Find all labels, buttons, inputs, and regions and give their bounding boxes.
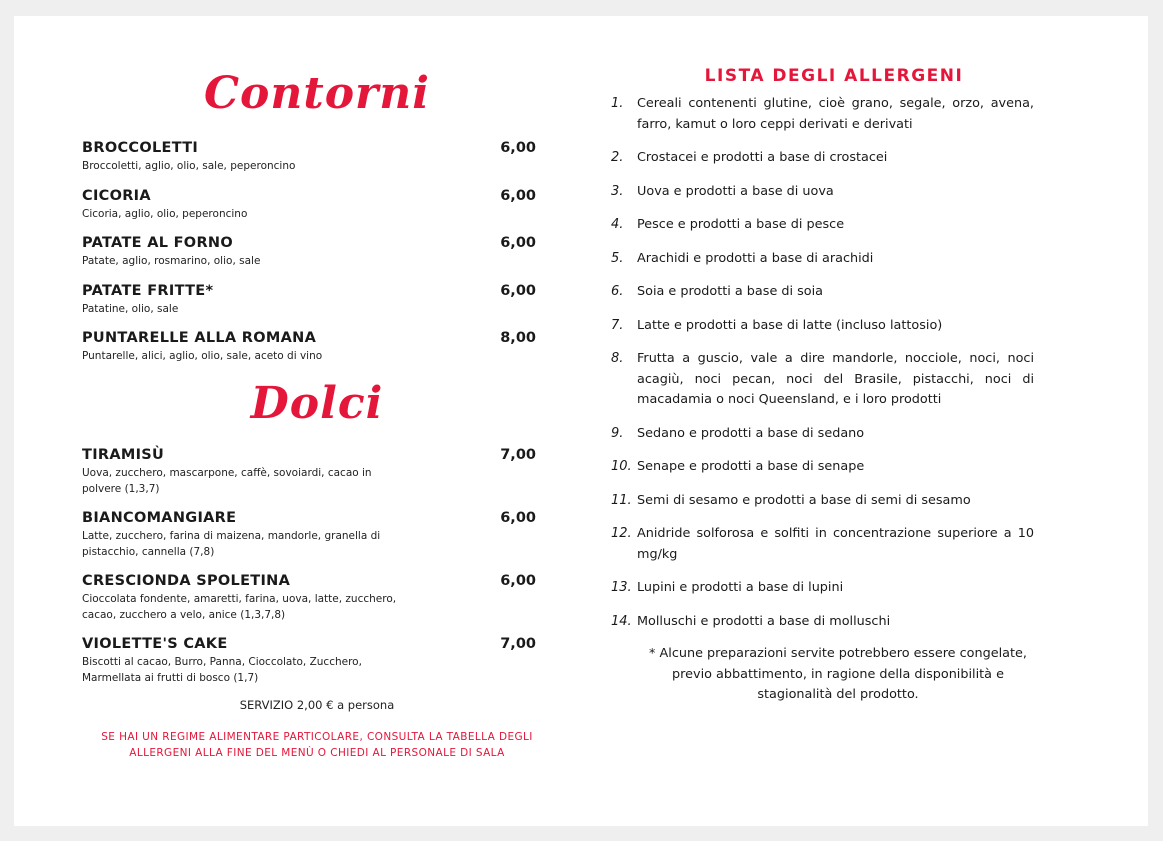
item-description: Cioccolata fondente, amaretti, farina, uova, latte, zucchero, cacao, zucchero a velo, anice (1,3,7,8)	[82, 593, 397, 621]
allergen-number: 6.	[611, 284, 624, 299]
menu-item	[82, 329, 536, 377]
allergen-item	[604, 94, 1034, 135]
section-title-contorni: Contorni	[204, 68, 430, 119]
item-price: 6,00	[500, 140, 536, 156]
menu-item	[82, 187, 536, 235]
item-description: Latte, zucchero, farina di maizena, mandorle, granella di pistacchio, cannella (7,8)	[82, 530, 381, 558]
item-description: Puntarelle, alici, aglio, olio, sale, aceto di vino	[82, 350, 323, 362]
allergen-number: 3.	[611, 183, 624, 199]
allergen-number: 8.	[611, 351, 624, 366]
allergen-text: Sedano e prodotti a base di sedano	[637, 425, 865, 441]
allergen-text: Semi di sesamo e prodotti a base di semi di sesamo	[637, 492, 971, 508]
item-name: BIANCOMANGIARE	[82, 510, 237, 526]
allergen-notice: SE HAI UN REGIME ALIMENTARE PARTICOLARE, CONSULTA LA TABELLA DEGLI ALLERGENI ALLA FINE DEL MENÙ O CHIEDI AL PERSONALE DI SALA	[101, 731, 533, 759]
allergen-text: Crostacei e prodotti a base di crostacei	[637, 150, 888, 165]
allergen-text: Latte e prodotti a base di latte (incluso lattosio)	[637, 317, 943, 333]
allergen-number: 11.	[611, 492, 632, 508]
allergen-number: 13.	[611, 580, 632, 595]
allergen-number: 4.	[611, 217, 624, 232]
allergen-item	[604, 282, 1034, 303]
item-description: Broccoletti, aglio, olio, sale, peperoncino	[82, 160, 296, 172]
item-price: 6,00	[500, 187, 536, 204]
item-price: 6,00	[500, 510, 536, 526]
allergen-number: 1.	[611, 96, 624, 111]
menu-item	[82, 139, 536, 187]
item-price: 6,00	[500, 282, 536, 299]
allergen-text: Uova e prodotti a base di uova	[637, 183, 834, 199]
menu-item	[82, 446, 536, 509]
allergen-text: Cereali contenenti glutine, cioè grano, segale, orzo, avena, farro, kamut o loro ceppi derivati e derivati	[637, 96, 1034, 132]
allergen-number: 7.	[611, 317, 624, 333]
item-name: TIRAMISÙ	[82, 447, 165, 463]
item-description: Cicoria, aglio, olio, peperoncino	[82, 207, 248, 220]
item-price: 6,00	[500, 573, 536, 589]
allergen-item	[604, 424, 1034, 445]
allergen-item	[604, 491, 1034, 512]
menu-item	[82, 509, 536, 572]
allergen-item	[604, 578, 1034, 599]
allergen-item	[604, 148, 1034, 169]
allergen-column	[604, 16, 1044, 826]
allergen-item	[604, 349, 1034, 411]
allergen-item	[604, 457, 1034, 478]
menu-item	[82, 635, 536, 698]
allergen-text: Molluschi e prodotti a base di molluschi	[637, 613, 891, 629]
menu-page	[14, 16, 1148, 826]
item-name: PATATE FRITTE*	[82, 282, 214, 299]
item-description: Uova, zucchero, mascarpone, caffè, sovoiardi, cacao in polvere (1,3,7)	[82, 467, 372, 495]
menu-item	[82, 234, 536, 282]
menu-item	[82, 572, 536, 635]
allergen-text: Soia e prodotti a base di soia	[637, 284, 824, 299]
item-name: CICORIA	[82, 187, 151, 204]
allergen-title: LISTA DEGLI ALLERGENI	[704, 66, 964, 86]
allergen-number: 9.	[611, 425, 624, 441]
item-price: 6,00	[500, 235, 536, 251]
allergen-item	[604, 316, 1034, 337]
allergen-text: Lupini e prodotti a base di lupini	[637, 580, 844, 595]
service-charge: SERVIZIO 2,00 € a persona	[239, 698, 395, 712]
allergen-text: Pesce e prodotti a base di pesce	[637, 217, 845, 232]
item-price: 7,00	[500, 447, 536, 463]
allergen-number: 12.	[611, 526, 632, 541]
item-name: PUNTARELLE ALLA ROMANA	[82, 330, 317, 346]
item-name: BROCCOLETTI	[82, 140, 199, 156]
allergen-item	[604, 524, 1034, 565]
item-price: 7,00	[500, 636, 536, 652]
allergen-number: 5.	[611, 250, 624, 266]
allergen-text: Senape e prodotti a base di senape	[637, 459, 865, 474]
allergen-number: 10.	[611, 459, 632, 474]
menu-left-column	[82, 16, 552, 826]
allergen-text: Frutta a guscio, vale a dire mandorle, nocciole, noci, noci acagiù, noci pecan, noci del Brasile, pistacchi, noci di macadamia o noci Queensland, e i loro prodotti	[637, 351, 1034, 407]
allergen-item	[604, 249, 1034, 270]
item-price: 8,00	[500, 330, 536, 346]
allergen-text: Anidride solforosa e solfiti in concentrazione superiore a 10 mg/kg	[637, 526, 1034, 562]
item-description: Patatine, olio, sale	[82, 302, 179, 315]
item-name: CRESCIONDA SPOLETINA	[82, 573, 291, 589]
allergen-list	[604, 94, 1034, 632]
allergen-item	[604, 612, 1034, 633]
contorni-list	[82, 139, 536, 377]
allergen-footnote: * Alcune preparazioni servite potrebbero essere congelate, previo abbattimento, in ragione della disponibilità e stagionalità del prodotto.	[649, 646, 1027, 702]
item-description: Patate, aglio, rosmarino, olio, sale	[82, 255, 261, 267]
allergen-item	[604, 182, 1034, 203]
dolci-list	[82, 446, 536, 698]
allergen-number: 2.	[611, 150, 624, 165]
allergen-number: 14.	[611, 613, 632, 629]
section-title-dolci: Dolci	[250, 378, 384, 429]
allergen-item	[604, 215, 1034, 236]
item-description: Biscotti al cacao, Burro, Panna, Cioccolato, Zucchero, Marmellata ai frutti di bosco (1,7)	[82, 656, 362, 684]
item-name: VIOLETTE'S CAKE	[82, 636, 228, 652]
allergen-text: Arachidi e prodotti a base di arachidi	[637, 250, 874, 266]
menu-item	[82, 282, 536, 330]
item-name: PATATE AL FORNO	[82, 235, 233, 251]
